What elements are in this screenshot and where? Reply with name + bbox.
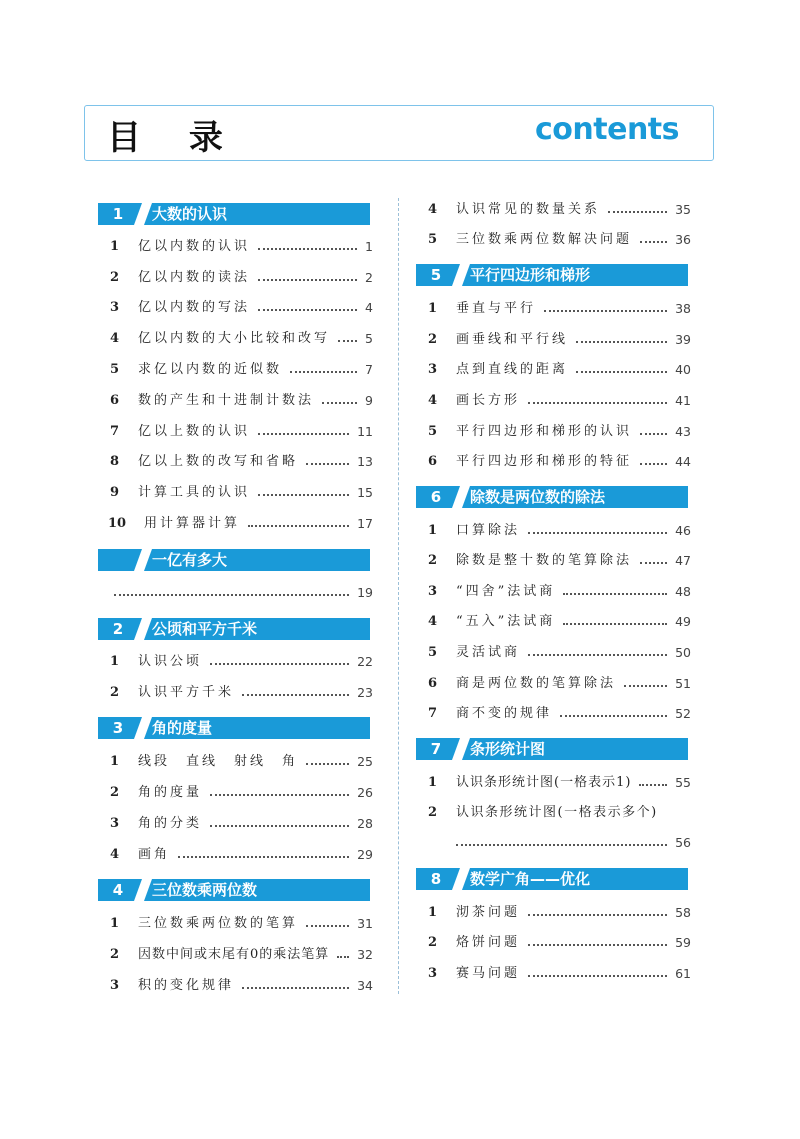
leader-dots — [337, 956, 349, 958]
unit-title: 三位数乘两位数 — [152, 881, 258, 899]
leader-dots — [258, 248, 357, 250]
toc-entry[interactable] — [98, 422, 373, 442]
entry-number: 5 — [110, 362, 120, 377]
entry-page: 52 — [675, 706, 691, 721]
entry-page: 61 — [675, 966, 691, 981]
leader-dots — [248, 525, 349, 527]
entry-label: 沏茶问题 — [456, 905, 521, 920]
entry-label: 三位数乘两位数解决问题 — [456, 232, 633, 247]
entry-number: 3 — [428, 584, 438, 599]
toc-entry[interactable] — [416, 230, 691, 250]
unit-header-7[interactable] — [416, 738, 688, 760]
entry-label: 计算工具的认识 — [138, 485, 251, 500]
toc-entry-continued[interactable] — [416, 833, 691, 853]
entry-page: 13 — [357, 454, 373, 469]
leader-dots — [639, 784, 667, 786]
entry-page: 59 — [675, 935, 691, 950]
entry-number: 3 — [110, 978, 120, 993]
entry-label: 认识条形统计图(一格表示多个) — [456, 805, 658, 820]
leader-dots — [258, 494, 349, 496]
leader-dots — [114, 594, 349, 596]
entry-label: 因数中间或末尾有0的乘法笔算 — [138, 947, 330, 962]
column-divider — [398, 198, 399, 994]
entry-number: 1 — [428, 523, 438, 538]
entry-number: 4 — [428, 614, 438, 629]
entry-number: 2 — [428, 553, 438, 568]
unit-number: 7 — [430, 740, 442, 758]
toc-entry[interactable] — [98, 268, 373, 288]
entry-number: 1 — [110, 916, 120, 931]
entry-number: 2 — [110, 947, 120, 962]
entry-label: “四舍”法试商 — [456, 584, 556, 599]
entry-page: 22 — [357, 654, 373, 669]
entry-label: 平行四边形和梯形的认识 — [456, 424, 633, 439]
leader-dots — [640, 241, 667, 243]
leader-dots — [306, 763, 349, 765]
entry-number: 6 — [110, 393, 120, 408]
unit-title: 一亿有多大 — [152, 551, 228, 569]
leader-dots — [306, 925, 349, 927]
unit-number: 3 — [112, 719, 124, 737]
entry-label: 灵活试商 — [456, 645, 521, 660]
entry-label: 角的度量 — [138, 785, 203, 800]
entry-page: 56 — [675, 835, 691, 850]
entry-number: 3 — [110, 816, 120, 831]
unit-header-extra[interactable] — [98, 549, 370, 571]
entry-label: 平行四边形和梯形的特征 — [456, 454, 633, 469]
unit-title: 角的度量 — [152, 719, 213, 737]
unit-number: 5 — [430, 266, 442, 284]
entry-page: 58 — [675, 905, 691, 920]
entry-label: 口算除法 — [456, 523, 521, 538]
leader-dots — [178, 856, 349, 858]
entry-number: 4 — [110, 331, 120, 346]
toc-entry[interactable] — [98, 391, 373, 411]
leader-dots — [640, 562, 667, 564]
unit-title: 除数是两位数的除法 — [470, 488, 606, 506]
leader-dots — [338, 340, 357, 342]
entry-number: 2 — [110, 685, 120, 700]
unit-title: 数学广角——优化 — [470, 870, 591, 888]
toc-entry[interactable] — [416, 612, 691, 632]
toc-entry[interactable] — [416, 674, 691, 694]
leader-dots — [210, 663, 349, 665]
entry-number: 2 — [428, 935, 438, 950]
entry-label: 认识平方千米 — [138, 685, 235, 700]
toc-entry[interactable] — [416, 551, 691, 571]
entry-label: 用计算器计算 — [144, 516, 241, 531]
toc-entry[interactable] — [416, 452, 691, 472]
leader-dots — [322, 402, 357, 404]
unit-header-2[interactable] — [98, 618, 370, 640]
leader-dots — [528, 402, 667, 404]
unit-title: 大数的认识 — [152, 205, 228, 223]
entry-label: 求亿以内数的近似数 — [138, 362, 283, 377]
toc-entry[interactable] — [98, 914, 373, 934]
leader-dots — [528, 532, 667, 534]
entry-page: 17 — [357, 516, 373, 531]
entry-label: 点到直线的距离 — [456, 362, 569, 377]
entry-number: 7 — [428, 706, 438, 721]
entry-page: 19 — [357, 585, 373, 600]
leader-dots — [640, 433, 667, 435]
leader-dots — [528, 914, 667, 916]
toc-entry[interactable] — [98, 514, 373, 534]
entry-page: 11 — [357, 424, 373, 439]
entry-number: 3 — [428, 966, 438, 981]
toc-entry[interactable] — [416, 643, 691, 663]
toc-entry[interactable] — [98, 752, 373, 772]
leader-dots — [306, 463, 349, 465]
entry-label: 数的产生和十进制计数法 — [138, 393, 315, 408]
toc-entry[interactable] — [98, 237, 373, 257]
entry-number: 3 — [110, 300, 120, 315]
toc-entry[interactable] — [98, 976, 373, 996]
toc-entry[interactable] — [416, 330, 691, 350]
toc-entry[interactable] — [98, 814, 373, 834]
entry-page: 47 — [675, 553, 691, 568]
toc-entry[interactable] — [416, 803, 691, 823]
entry-number: 4 — [110, 847, 120, 862]
leader-dots — [210, 825, 349, 827]
toc-entry[interactable] — [98, 945, 373, 965]
unit-header-6[interactable] — [416, 486, 688, 508]
unit-title: 条形统计图 — [470, 740, 546, 758]
entry-page: 9 — [365, 393, 373, 408]
entry-label: 除数是整十数的笔算除法 — [456, 553, 633, 568]
entry-page: 41 — [675, 393, 691, 408]
toc-entry[interactable] — [98, 329, 373, 349]
leader-dots — [544, 310, 667, 312]
unit-header-5[interactable] — [416, 264, 688, 286]
entry-label: 商不变的规律 — [456, 706, 553, 721]
entry-label: 亿以上数的认识 — [138, 424, 251, 439]
toc-entry[interactable] — [416, 360, 691, 380]
toc-entry[interactable] — [416, 933, 691, 953]
unit-number: 4 — [112, 881, 124, 899]
leader-dots — [576, 341, 667, 343]
leader-dots — [576, 371, 667, 373]
entry-number: 2 — [110, 270, 120, 285]
leader-dots — [640, 463, 667, 465]
leader-dots — [258, 309, 357, 311]
leader-dots — [608, 211, 667, 213]
entry-label: 亿以内数的读法 — [138, 270, 251, 285]
entry-label: 烙饼问题 — [456, 935, 521, 950]
toc-entry[interactable] — [416, 964, 691, 984]
entry-page: 44 — [675, 454, 691, 469]
entry-number: 1 — [428, 905, 438, 920]
leader-dots — [456, 844, 667, 846]
entry-page: 1 — [365, 239, 373, 254]
entry-number: 4 — [428, 202, 438, 217]
entry-page: 23 — [357, 685, 373, 700]
toc-entry[interactable] — [98, 452, 373, 472]
entry-label: 线段 直线 射线 角 — [138, 754, 299, 769]
entry-number: 6 — [428, 454, 438, 469]
entry-number: 1 — [428, 775, 438, 790]
unit-number: 6 — [430, 488, 442, 506]
entry-page: 39 — [675, 332, 691, 347]
entry-page: 50 — [675, 645, 691, 660]
entry-number: 2 — [110, 785, 120, 800]
toc-entry[interactable] — [98, 652, 373, 672]
unit-header-4[interactable] — [98, 879, 370, 901]
toc-entry[interactable] — [416, 422, 691, 442]
entry-label: 三位数乘两位数的笔算 — [138, 916, 299, 931]
entry-label: 亿以内数的认识 — [138, 239, 251, 254]
entry-label: 画角 — [138, 847, 171, 862]
toc-entry[interactable] — [98, 583, 373, 603]
entry-label: 亿以上数的改写和省略 — [138, 454, 299, 469]
entry-page: 26 — [357, 785, 373, 800]
entry-number: 2 — [428, 805, 438, 820]
toc-entry[interactable] — [416, 773, 691, 793]
entry-page: 31 — [357, 916, 373, 931]
entry-number: 5 — [428, 424, 438, 439]
entry-page: 5 — [365, 331, 373, 346]
toc-entry[interactable] — [98, 783, 373, 803]
entry-page: 40 — [675, 362, 691, 377]
entry-label: 垂直与平行 — [456, 301, 537, 316]
entry-label: 认识常见的数量关系 — [456, 202, 601, 217]
entry-number: 5 — [428, 232, 438, 247]
unit-number: 8 — [430, 870, 442, 888]
leader-dots — [242, 987, 349, 989]
toc-entry[interactable] — [416, 903, 691, 923]
leader-dots — [290, 371, 357, 373]
entry-page: 2 — [365, 270, 373, 285]
toc-entry[interactable] — [98, 483, 373, 503]
entry-page: 35 — [675, 202, 691, 217]
toc-header — [84, 105, 714, 161]
leader-dots — [624, 685, 667, 687]
entry-number: 7 — [110, 424, 120, 439]
entry-label: “五入”法试商 — [456, 614, 556, 629]
unit-header-1[interactable] — [98, 203, 370, 225]
entry-label: 认识条形统计图(一格表示1) — [456, 775, 632, 790]
toc-entry[interactable] — [416, 704, 691, 724]
entry-page: 55 — [675, 775, 691, 790]
unit-title: 平行四边形和梯形 — [470, 266, 591, 284]
entry-page: 49 — [675, 614, 691, 629]
unit-number — [98, 549, 138, 571]
entry-label: 画长方形 — [456, 393, 521, 408]
toc-entry[interactable] — [98, 845, 373, 865]
entry-label: 画垂线和平行线 — [456, 332, 569, 347]
entry-number: 6 — [428, 676, 438, 691]
unit-title: 公顷和平方千米 — [152, 620, 258, 638]
page-title: 目 录 — [107, 118, 241, 158]
leader-dots — [563, 623, 667, 625]
entry-label: 亿以内数的写法 — [138, 300, 251, 315]
entry-number: 3 — [428, 362, 438, 377]
entry-page: 46 — [675, 523, 691, 538]
unit-header-8[interactable] — [416, 868, 688, 890]
entry-page: 38 — [675, 301, 691, 316]
unit-number: 2 — [112, 620, 124, 638]
entry-label: 认识公顷 — [138, 654, 203, 669]
entry-label: 积的变化规律 — [138, 978, 235, 993]
entry-page: 36 — [675, 232, 691, 247]
leader-dots — [528, 944, 667, 946]
entry-number: 9 — [110, 485, 120, 500]
entry-page: 43 — [675, 424, 691, 439]
entry-number: 5 — [428, 645, 438, 660]
leader-dots — [258, 279, 357, 281]
contents-wordmark: contents — [535, 112, 679, 147]
entry-number: 1 — [110, 654, 120, 669]
entry-number: 1 — [110, 754, 120, 769]
entry-number: 10 — [108, 516, 127, 531]
toc-entry[interactable] — [98, 298, 373, 318]
leader-dots — [528, 654, 667, 656]
entry-number: 1 — [428, 301, 438, 316]
entry-number: 1 — [110, 239, 120, 254]
toc-entry[interactable] — [416, 582, 691, 602]
leader-dots — [563, 593, 667, 595]
entry-page: 48 — [675, 584, 691, 599]
entry-page: 4 — [365, 300, 373, 315]
leader-dots — [528, 975, 667, 977]
entry-page: 29 — [357, 847, 373, 862]
entry-label: 亿以内数的大小比较和改写 — [138, 331, 331, 346]
leader-dots — [258, 433, 349, 435]
toc-entry[interactable] — [98, 360, 373, 380]
leader-dots — [560, 715, 667, 717]
unit-number: 1 — [112, 205, 124, 223]
toc-entry[interactable] — [98, 683, 373, 703]
entry-page: 34 — [357, 978, 373, 993]
entry-number: 2 — [428, 332, 438, 347]
toc-entry[interactable] — [416, 299, 691, 319]
toc-entry[interactable] — [416, 521, 691, 541]
entry-label: 商是两位数的笔算除法 — [456, 676, 617, 691]
entry-page: 51 — [675, 676, 691, 691]
toc-entry[interactable] — [416, 391, 691, 411]
entry-page: 28 — [357, 816, 373, 831]
entry-page: 15 — [357, 485, 373, 500]
leader-dots — [242, 694, 349, 696]
entry-label: 角的分类 — [138, 816, 203, 831]
entry-number: 4 — [428, 393, 438, 408]
unit-header-3[interactable] — [98, 717, 370, 739]
toc-entry[interactable] — [416, 200, 691, 220]
entry-page: 32 — [357, 947, 373, 962]
entry-number: 8 — [110, 454, 120, 469]
entry-page: 7 — [365, 362, 373, 377]
leader-dots — [210, 794, 349, 796]
entry-label: 赛马问题 — [456, 966, 521, 981]
entry-page: 25 — [357, 754, 373, 769]
